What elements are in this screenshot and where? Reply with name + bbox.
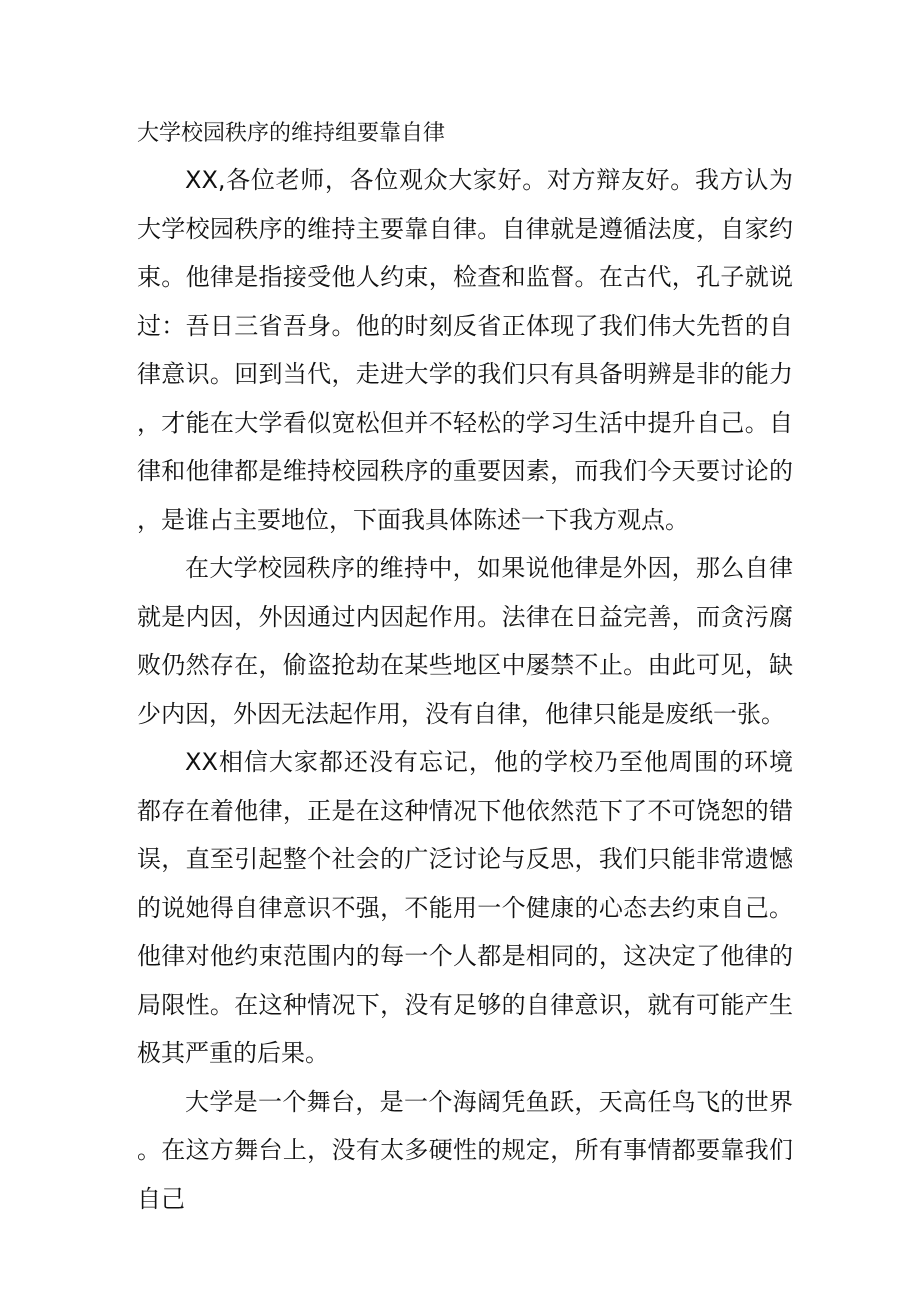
document-body bbox=[137, 112, 793, 1223]
paragraph-1: XX,各位老师，各位观众大家好。对方辩友好。我方认为大学校园秩序的维持主要靠自律。自律就是遵循法度，自家约束。他律是指接受他人约束，检查和监督。在古代，孔子就说过：吾日三省吾身。他的时刻反省正体现了我们伟大先哲的自律意识。回到当代，走进大学的我们只有具备明辨是非的能力，才能在大学看似宽松但并不轻松的学习生活中提升自己。自律和他律都是维持校园秩序的重要因素，而我们今天要讨论的，是谁占主要地位，下面我具体陈述一下我方观点。 bbox=[137, 166, 793, 534]
document-title: 大学校园秩序的维持组要靠自律 bbox=[137, 121, 446, 146]
paragraph-4: 大学是一个舞台，是一个海阔凭鱼跃，天高任鸟飞的世界。在这方舞台上，没有太多硬性的规定，所有事情都要靠我们自己 bbox=[137, 1087, 793, 1213]
paragraph-3: XX相信大家都还没有忘记，他的学校乃至他周围的环境都存在着他律，正是在这种情况下他依然范下了不可饶恕的错误，直至引起整个社会的广泛讨论与反思，我们只能非常遗憾的说她得自律意识不强，不能用一个健康的心态去约束自己。他律对他约束范围内的每一个人都是相同的，这决定了他律的局限性。在这种情况下，没有足够的自律意识，就有可能产生极其严重的后果。 bbox=[137, 748, 793, 1067]
paragraph-2: 在大学校园秩序的维持中，如果说他律是外因，那么自律就是内因，外因通过内因起作用。法律在日益完善，而贪污腐败仍然存在，偷盗抢劫在某些地区中屡禁不止。由此可见，缺少内因，外因无法起作用，没有自律，他律只能是废纸一张。 bbox=[137, 554, 793, 728]
